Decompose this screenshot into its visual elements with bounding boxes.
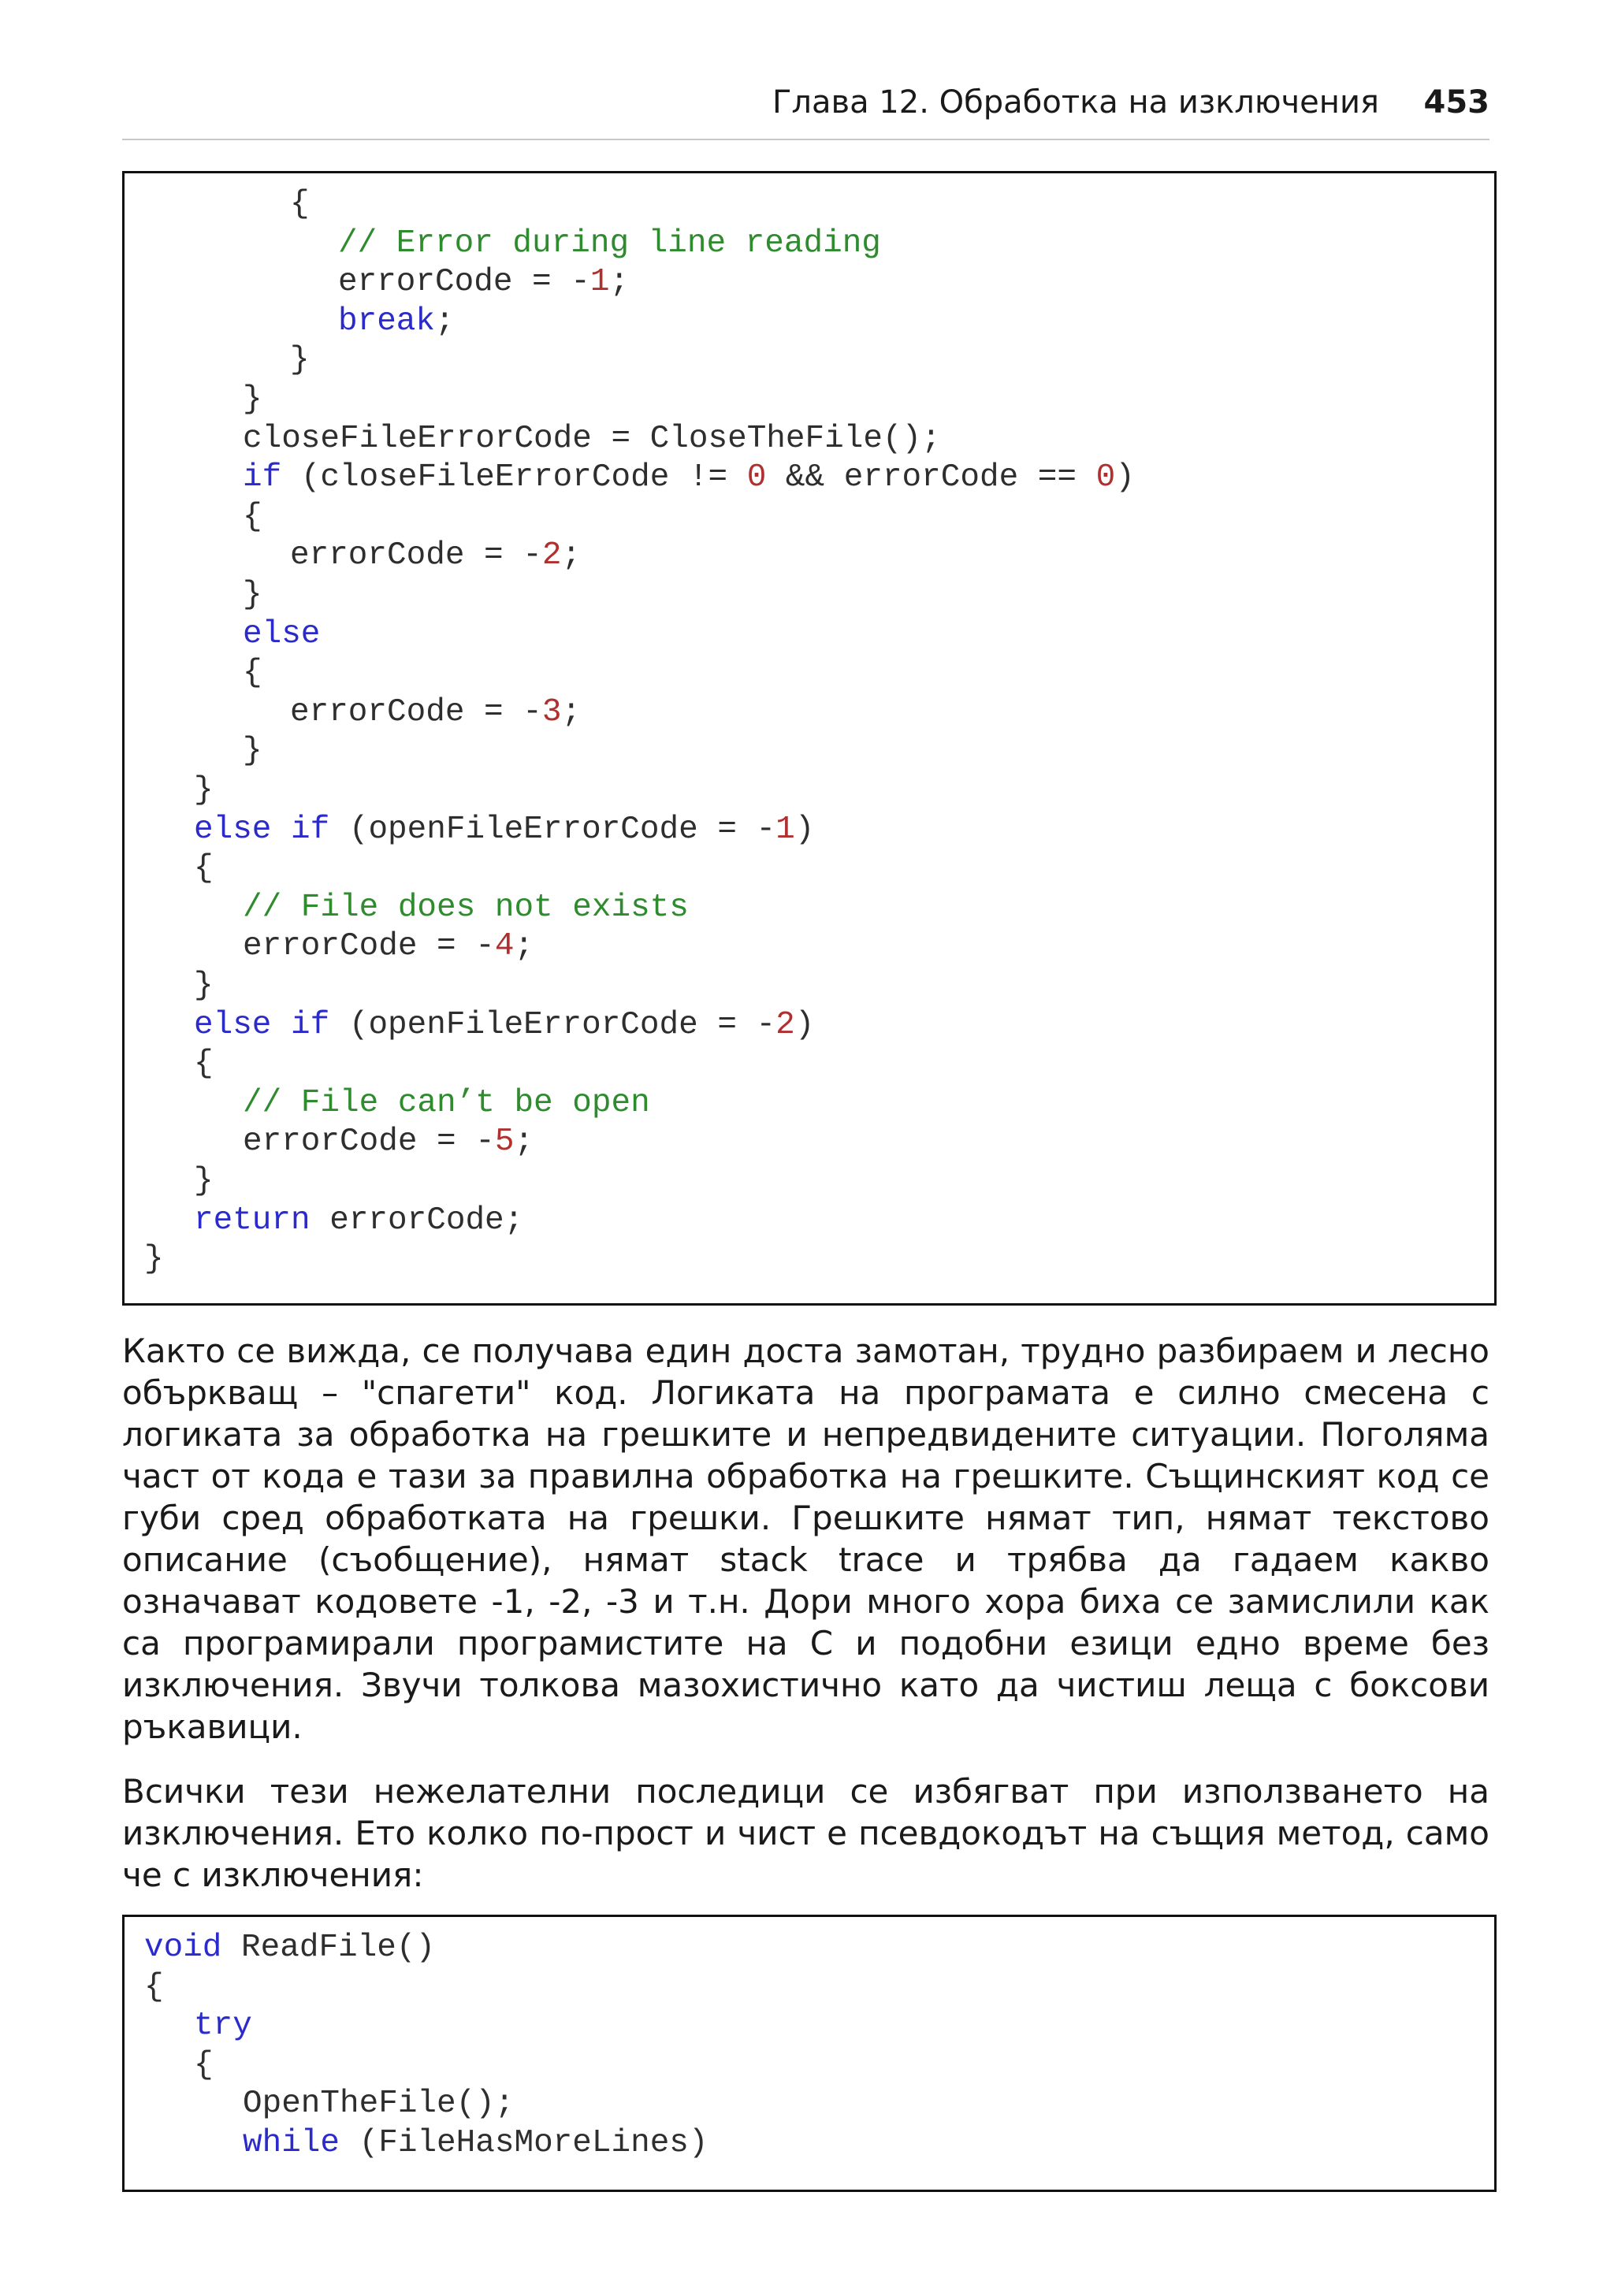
- chapter-title: Глава 12. Обработка на изключения: [772, 84, 1379, 121]
- code-line: [194, 966, 214, 1005]
- code-token-number: 2: [541, 537, 562, 574]
- code-token-plain: errorCode = -: [243, 928, 495, 965]
- code-line: [194, 1044, 214, 1083]
- code-token-keyword: else if: [194, 811, 330, 848]
- code-line: [243, 2084, 514, 2123]
- code-token-plain: errorCode = -: [243, 1124, 495, 1161]
- code-line: [338, 262, 629, 302]
- code-token-keyword: while: [243, 2125, 340, 2161]
- code-token-plain: ;: [561, 693, 582, 730]
- code-token-comment: // Error during line reading: [338, 225, 881, 262]
- code-token-number: 3: [541, 693, 562, 730]
- code-token-number: 1: [589, 264, 610, 301]
- code-token-keyword: try: [194, 2008, 252, 2045]
- paragraph-1: Както се вижда, се получава един доста замотан, трудно разбираем и лесно объркващ – "спагети" код. Логиката на програмата е силно смесена с логиката за обработка на грешките и непредвидените ситуации. Поголяма част от кода е тази за правилна обработка на грешките. Същинският код се губи сред обработката на грешки. Грешките нямат тип, нямат текстово описание (съобщение), нямат stack trace и трябва да гадаем какво означават кодовете -1, -2, -3 и т.н. Дори много хора биха се замислили как са програмирали програмистите на C и подобни езици едно време без изключения. Звучи толкова мазохистично като да чистиш леща с боксови ръкавици.: [122, 1332, 1489, 1746]
- code-token-plain: closeFileErrorCode = CloseTheFile();: [243, 420, 941, 457]
- code-token-plain: }: [194, 968, 214, 1004]
- page-number: 453: [1423, 84, 1489, 121]
- code-token-number: 4: [494, 928, 515, 965]
- code-token-plain: (closeFileErrorCode !=: [281, 459, 747, 496]
- code-token-plain: && errorCode ==: [766, 459, 1096, 496]
- header-divider: [122, 139, 1489, 140]
- code-token-plain: }: [144, 1241, 164, 1278]
- code-token-plain: errorCode = -: [338, 264, 590, 301]
- code-token-plain: (openFileErrorCode = -: [329, 1006, 776, 1043]
- code-line: [243, 888, 689, 927]
- code-token-plain: {: [290, 186, 310, 222]
- code-line: [144, 1239, 164, 1279]
- code-line: [144, 1928, 435, 1967]
- code-token-plain: ): [794, 811, 815, 848]
- code-line: [243, 653, 262, 693]
- code-token-number: 2: [775, 1006, 795, 1043]
- paragraph-2: Всички тези нежелателни последици се избягват при използването на изключения. Ето колко по-прост и чист е псевдокодът на същия метод, само че с изключения:: [122, 1772, 1489, 1894]
- code-token-plain: {: [243, 498, 262, 535]
- code-token-number: 0: [746, 459, 767, 496]
- code-token-plain: (FileHasMoreLines): [340, 2125, 708, 2161]
- code-token-keyword: else: [243, 615, 321, 652]
- code-line: [243, 2123, 708, 2163]
- code-line: [243, 1083, 650, 1123]
- code-token-plain: {: [144, 1968, 164, 2005]
- code-line: [338, 302, 455, 341]
- code-line: [290, 340, 310, 380]
- code-line: [243, 380, 262, 419]
- code-token-plain: {: [194, 1046, 214, 1083]
- code-line: [290, 536, 581, 575]
- code-line: [194, 1201, 523, 1240]
- code-token-comment: // File does not exists: [243, 889, 689, 926]
- code-token-plain: {: [194, 850, 214, 887]
- code-token-plain: ;: [435, 303, 455, 340]
- code-token-plain: errorCode = -: [290, 537, 542, 574]
- code-line: [194, 1005, 814, 1045]
- code-line: [338, 224, 881, 263]
- code-line: [194, 810, 814, 849]
- code-token-plain: }: [243, 733, 262, 770]
- code-line: [243, 615, 320, 654]
- code-token-number: 1: [775, 811, 795, 848]
- code-token-number: 5: [494, 1124, 515, 1161]
- code-line: [194, 849, 214, 888]
- code-token-plain: }: [290, 342, 310, 379]
- code-line: [243, 497, 262, 537]
- code-line: [290, 184, 310, 224]
- code-line: [194, 771, 214, 810]
- code-token-plain: OpenTheFile();: [243, 2086, 515, 2123]
- code-token-plain: {: [194, 2046, 214, 2083]
- code-token-plain: {: [243, 655, 262, 692]
- code-token-number: 0: [1095, 459, 1116, 496]
- code-token-plain: }: [194, 772, 214, 808]
- code-line: [194, 2045, 214, 2085]
- code-block-2: [122, 1915, 1497, 2192]
- code-token-keyword: break: [338, 303, 436, 340]
- code-token-plain: }: [243, 577, 262, 613]
- code-token-keyword: void: [144, 1930, 222, 1966]
- code-token-plain: errorCode;: [310, 1202, 524, 1239]
- code-token-plain: errorCode = -: [290, 693, 542, 730]
- code-token-plain: (openFileErrorCode = -: [329, 811, 776, 848]
- code-line: [194, 1161, 214, 1201]
- code-token-keyword: if: [243, 459, 282, 496]
- code-token-plain: ReadFile(): [221, 1930, 436, 1966]
- code-line: [243, 575, 262, 615]
- code-token-plain: ;: [514, 928, 534, 965]
- code-token-plain: ;: [609, 264, 630, 301]
- code-token-plain: ;: [561, 537, 582, 574]
- code-token-plain: ): [1115, 459, 1135, 496]
- code-line: [243, 419, 941, 459]
- code-token-plain: }: [194, 1163, 214, 1199]
- code-token-plain: }: [243, 381, 262, 418]
- code-token-plain: ): [794, 1006, 815, 1043]
- code-line: [243, 1122, 534, 1161]
- code-token-comment: // File can’t be open: [243, 1084, 650, 1121]
- code-token-plain: ;: [514, 1124, 534, 1161]
- code-line: [243, 927, 534, 966]
- code-line: [243, 731, 262, 771]
- code-line: [194, 2006, 252, 2045]
- code-token-keyword: return: [194, 1202, 311, 1239]
- code-block-1: [122, 171, 1497, 1306]
- code-token-keyword: else if: [194, 1006, 330, 1043]
- page-header: [122, 82, 1489, 123]
- code-line: [243, 458, 1135, 497]
- code-line: [290, 693, 581, 732]
- code-line: [144, 1967, 164, 2007]
